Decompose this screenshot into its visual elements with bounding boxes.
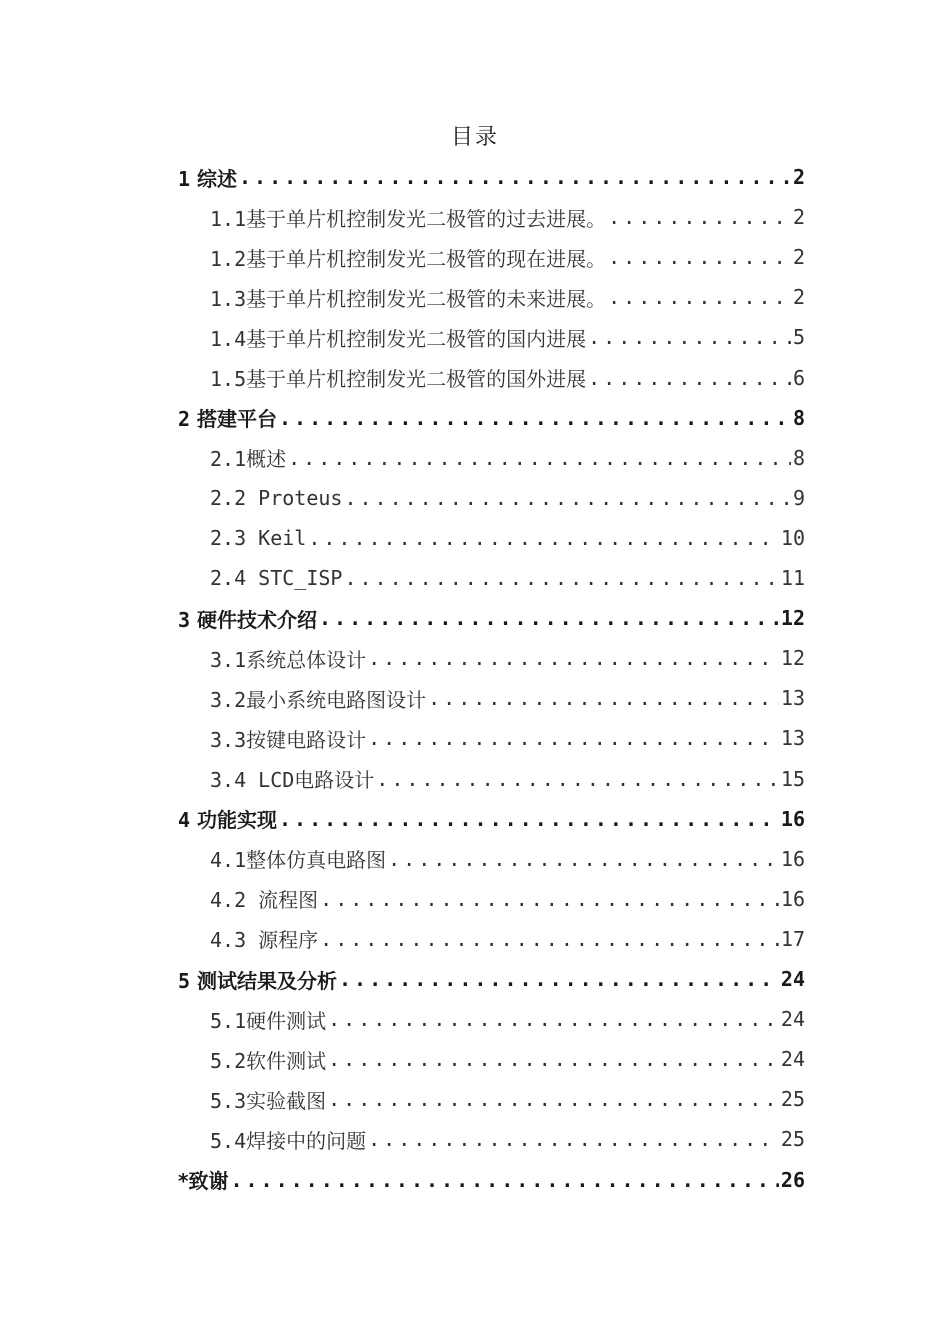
toc-entry-text: 基于单片机控制发光二极管的过去进展。	[246, 206, 607, 231]
toc-entry-text: 最小系统电路图设计	[246, 687, 427, 712]
toc-entry-title	[210, 1045, 326, 1074]
toc-entry-title	[210, 684, 426, 713]
toc-page-number: 6	[792, 365, 805, 390]
toc-page-number: 13	[780, 686, 805, 711]
toc-entry-title	[210, 243, 606, 272]
toc-page-number: 24	[780, 967, 805, 991]
toc-entry-title	[210, 644, 366, 673]
toc-entry-text: 搭建平台	[197, 407, 278, 432]
toc-entry-title	[210, 566, 342, 590]
toc-chapter-entry[interactable]	[178, 1160, 805, 1200]
toc-entry-number: 2.4	[210, 566, 247, 590]
toc-entry-number: 3.2	[210, 687, 247, 712]
toc-dot-leader	[588, 366, 791, 390]
toc-entry-title	[210, 526, 306, 550]
toc-section-entry[interactable]	[210, 358, 805, 398]
toc-dot-leader	[368, 1127, 779, 1151]
toc-entry-number: 1.5	[210, 367, 247, 391]
toc-entry-text: 硬件测试	[246, 1008, 327, 1033]
toc-entry-title	[210, 363, 586, 392]
toc-section-entry[interactable]	[210, 1039, 805, 1079]
toc-page-number: 2	[792, 245, 805, 270]
toc-entry-text: 功能实现	[197, 808, 278, 833]
toc-entry-text: 按键电路设计	[246, 727, 367, 752]
toc-entry-text: 测试结果及分析	[197, 968, 338, 993]
toc-dot-leader	[279, 807, 779, 831]
toc-page-number: 2	[792, 285, 805, 310]
toc-entry-title	[210, 443, 286, 472]
toc-entry-title	[210, 1125, 366, 1154]
toc-entry-text: 整体仿真电路图	[246, 848, 387, 873]
toc-section-entry[interactable]	[210, 478, 805, 518]
toc-entry-text: *致谢	[178, 1169, 229, 1193]
toc-section-entry[interactable]	[210, 197, 805, 237]
toc-dot-leader	[320, 927, 779, 951]
toc-section-entry[interactable]	[210, 317, 805, 357]
toc-page-number: 12	[780, 646, 805, 671]
toc-entry-text: 基于单片机控制发光二极管的现在进展。	[246, 246, 607, 271]
toc-entry-text: LCD电路设计	[246, 768, 375, 792]
toc-dot-leader	[376, 767, 779, 791]
toc-section-entry[interactable]	[210, 879, 805, 919]
toc-dot-leader	[328, 1007, 779, 1031]
toc-entry-title	[178, 804, 277, 833]
toc-entry-number: 1.3	[210, 286, 247, 311]
toc-dot-leader	[288, 446, 791, 470]
toc-section-entry[interactable]	[210, 718, 805, 758]
toc-dot-leader	[344, 486, 791, 510]
toc-entry-text: Proteus	[246, 485, 343, 510]
toc-entry-number: 1.2	[210, 246, 247, 271]
toc-page-number: 2	[792, 165, 805, 189]
toc-section-entry[interactable]	[210, 277, 805, 317]
toc-dot-leader	[339, 967, 779, 991]
toc-section-entry[interactable]	[210, 1119, 805, 1159]
toc-page-number: 16	[780, 806, 805, 831]
toc-entry-number: 5.2	[210, 1048, 247, 1073]
toc-entry-number: 1	[178, 166, 191, 191]
toc-entry-number-gap	[190, 407, 197, 431]
toc-entry-text: 系统总体设计	[246, 647, 367, 672]
toc-page-number: 8	[792, 405, 805, 430]
toc-section-entry[interactable]	[210, 678, 805, 718]
toc-entry-number: 5.3	[210, 1088, 247, 1113]
toc-entry-title	[210, 764, 374, 793]
toc-page-number: 24	[780, 1007, 805, 1032]
toc-dot-leader	[608, 205, 791, 229]
toc-entry-number-gap	[190, 808, 197, 832]
toc-dot-leader	[230, 1168, 778, 1192]
toc-dot-leader	[319, 606, 779, 630]
toc-entry-text: 概述	[246, 447, 287, 472]
toc-dot-leader	[428, 686, 779, 710]
toc-entry-number: 5.1	[210, 1008, 247, 1033]
toc-chapter-entry[interactable]	[178, 799, 805, 839]
toc-page-number: 15	[780, 766, 805, 791]
toc-entry-number: 2.2	[210, 485, 247, 510]
toc-page-number: 17	[780, 926, 805, 951]
toc-page-number: 24	[780, 1047, 805, 1072]
toc-entry-title	[210, 283, 606, 312]
toc-dot-leader	[320, 887, 779, 911]
toc-entry-number: 3.1	[210, 647, 247, 672]
toc-entry-number: 2.1	[210, 447, 247, 472]
toc-entry-number: 2	[178, 407, 191, 432]
toc-section-entry[interactable]	[210, 237, 805, 277]
toc-page-number: 16	[780, 846, 805, 871]
toc-entry-text: 焊接中的问题	[246, 1128, 367, 1153]
toc-chapter-entry[interactable]	[178, 398, 805, 438]
toc-entry-number-gap	[190, 608, 197, 632]
toc-entry-title	[210, 486, 342, 510]
toc-entry-number: 2.3	[210, 525, 247, 550]
toc-entry-text: 软件测试	[246, 1048, 327, 1073]
toc-title: 目录	[450, 125, 499, 150]
toc-entry-title	[210, 1005, 326, 1034]
toc-entry-title	[178, 604, 317, 633]
toc-section-entry[interactable]	[210, 999, 805, 1039]
toc-entry-text: 综述	[197, 166, 238, 191]
toc-dot-leader	[308, 526, 779, 550]
toc-entry-title	[210, 1085, 326, 1114]
toc-dot-leader	[608, 285, 791, 309]
toc-entry-number: 4.1	[210, 848, 247, 873]
toc-entry-text: 流程图	[246, 888, 319, 913]
toc-page-number: 8	[792, 445, 805, 470]
toc-entry-number: 5	[178, 968, 191, 993]
toc-dot-leader	[368, 726, 779, 750]
toc-entry-number: 3.3	[210, 727, 247, 752]
toc-chapter-entry[interactable]	[178, 157, 805, 197]
toc-dot-leader	[279, 406, 791, 430]
toc-entry-number: 1.4	[210, 326, 247, 351]
toc-entry-number: 4.2	[210, 888, 247, 913]
toc-entry-text: 基于单片机控制发光二极管的国外进展	[246, 367, 587, 391]
toc-section-entry[interactable]	[210, 759, 805, 799]
toc-section-entry[interactable]	[210, 638, 805, 678]
toc-entry-text: Keil	[246, 525, 307, 550]
toc-entry-title	[210, 924, 318, 953]
toc-entry-text: STC_ISP	[246, 566, 343, 590]
toc-entry-text: 源程序	[246, 928, 319, 953]
toc-section-entry[interactable]	[210, 839, 805, 879]
toc-dot-leader	[588, 325, 791, 349]
toc-entry-number: 1.1	[210, 206, 247, 231]
toc-entry-title	[178, 163, 237, 192]
toc-entry-title	[210, 724, 366, 753]
toc-entry-title	[210, 844, 386, 873]
toc-dot-leader	[328, 1087, 779, 1111]
toc-section-entry[interactable]	[210, 518, 805, 558]
toc-page-number: 12	[780, 606, 805, 631]
toc-entry-title	[210, 323, 586, 352]
toc-page-number: 11	[780, 566, 805, 590]
toc-section-entry[interactable]	[210, 438, 805, 478]
toc-entry-number: 5.4	[210, 1128, 247, 1153]
toc-page-number: 26	[780, 1167, 805, 1192]
toc-chapter-entry[interactable]	[178, 959, 805, 999]
toc-section-entry[interactable]	[210, 1079, 805, 1119]
toc-page-number: 2	[792, 205, 805, 230]
toc-chapter-entry[interactable]	[178, 598, 805, 638]
toc-entry-number-gap	[190, 167, 197, 191]
toc-dot-leader	[368, 646, 779, 670]
toc-page-number: 10	[780, 525, 805, 550]
toc-page-number: 13	[780, 726, 805, 751]
toc-entry-number: 3.4	[210, 768, 247, 792]
toc-dot-leader	[239, 165, 791, 189]
toc-entry-title	[178, 1165, 228, 1194]
toc-page-number: 25	[780, 1127, 805, 1152]
toc-entry-title	[178, 403, 277, 432]
toc-entry-text: 基于单片机控制发光二极管的未来进展。	[246, 286, 607, 311]
toc-entry-title	[210, 203, 606, 232]
toc-page-number: 5	[792, 325, 805, 350]
toc-section-entry[interactable]	[210, 919, 805, 959]
toc-entry-title	[178, 965, 337, 994]
toc-page-number: 9	[792, 485, 805, 510]
toc-entry-number: 4.3	[210, 928, 247, 953]
toc-page-number: 25	[780, 1087, 805, 1112]
toc-dot-leader	[328, 1047, 779, 1071]
toc-entry-title	[210, 884, 318, 913]
toc-page-number: 16	[780, 886, 805, 911]
toc-entry-number: 4	[178, 808, 191, 833]
toc-dot-leader	[344, 566, 778, 590]
toc-dot-leader	[608, 245, 791, 269]
toc-entry-text: 硬件技术介绍	[197, 607, 318, 632]
toc-dot-leader	[388, 847, 779, 871]
toc-section-entry[interactable]	[210, 558, 805, 598]
toc-entry-text: 基于单片机控制发光二极管的国内进展	[246, 326, 587, 351]
toc-entry-number-gap	[190, 969, 197, 993]
toc-entry-number: 3	[178, 607, 191, 632]
toc-entry-text: 实验截图	[246, 1088, 327, 1113]
